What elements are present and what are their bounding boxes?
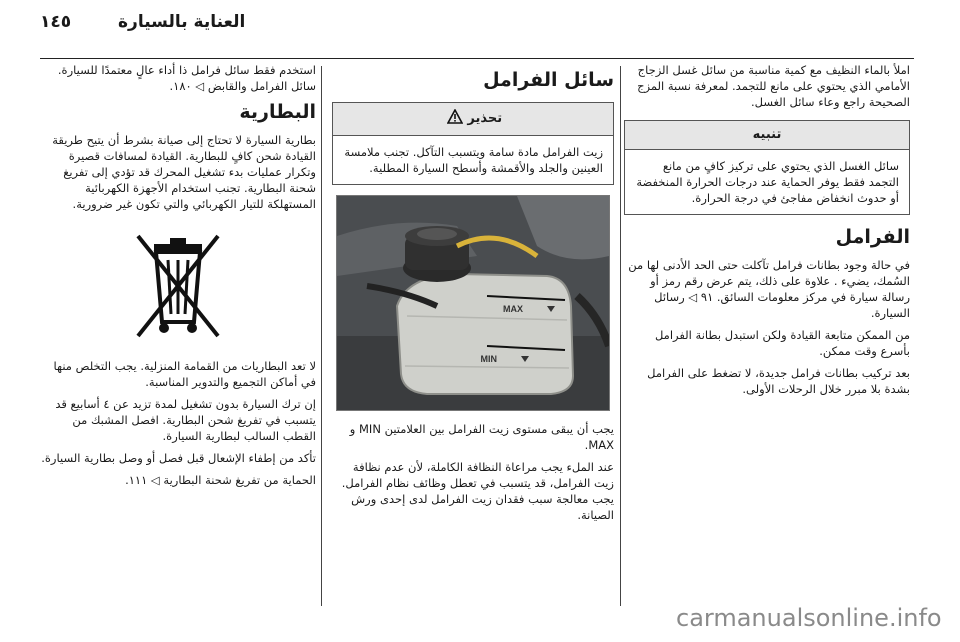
column-divider-right: [620, 66, 621, 606]
battery-heading: البطارية: [239, 101, 316, 123]
site-watermark: carmanualsonline.info: [676, 604, 942, 632]
max-mark-label: MAX: [503, 304, 523, 314]
min-mark-label: MIN: [480, 354, 497, 364]
battery-paragraph-4: تأكد من إطفاء الإشعال قبل فصل أو وصل بطارية السيارة.: [41, 451, 316, 465]
column-divider-left: [321, 66, 322, 606]
column-left: [40, 62, 316, 494]
column-middle: [332, 62, 614, 529]
warning-box: [332, 102, 614, 185]
washer-fluid-paragraph: املأ بالماء النظيف مع كمية مناسبة من سائل غسل الزجاج الأمامي الذي يحتوي على مانع للتجمد. لمعرفة نسبة المزج الصحيحة راجع وعاء سائل الغسل.: [637, 63, 910, 109]
battery-paragraph-2: لا تعد البطاريات من القمامة المنزلية. يجب التخلص منها في أماكن التجميع والتدوير المناسبة.: [53, 359, 316, 389]
fluid-level-paragraph: يجب أن يبقى مستوى زيت الفرامل بين العلامتين MIN و MAX.: [349, 422, 614, 452]
brakes-paragraph-1: في حالة وجود بطانات فرامل تآكلت حتى الحد الأدنى لها من السُمك، يضيء . علاوة على ذلك، يتم عرض رقم رمز أو رسالة سيارة في مركز معلومات السائق. ٩١ ◁ رسائل السيارة.: [628, 258, 910, 320]
brake-fluid-spec-paragraph: استخدم فقط سائل فرامل ذا أداء عالٍ معتمدًا للسيارة. سائل الفرامل والقابض ◁ ١٨٠.: [57, 63, 316, 93]
brake-fluid-heading: سائل الفرامل: [483, 69, 614, 91]
brakes-paragraph-2: من الممكن متابعة القيادة ولكن استبدل بطانة الفرامل بأسرع وقت ممكن.: [654, 328, 910, 358]
battery-paragraph-1: بطارية السيارة لا تحتاج إلى صيانة بشرط أن يتيح طريقة القيادة شحن كافٍ للبطارية. القيادة لمسافات قصيرة وتكرار عمليات بدء تشغيل المحرك قد تؤدي إلى تفريغ شحنة البطارية. تجنب استخدام الأجهزة الكهربائية المستهلكة للتيار الكهربائي والتي تكون غير ضرورية.: [52, 133, 316, 211]
page-header: [0, 0, 960, 60]
notice-body: سائل الغسل الذي يحتوي على تركيز كافٍ من مانع التجمد فقط يوفر الحماية عند درجات الحرارة المنخفضة أو حدوث انخفاض مفاجئ في درجة الحرارة.: [636, 159, 899, 205]
running-title: العناية بالسيارة: [118, 12, 246, 32]
crossed-bin-icon: [118, 230, 238, 340]
brakes-heading: الفرامل: [835, 226, 910, 248]
warning-triangle-icon: [447, 109, 463, 129]
refill-paragraph: عند الملء يجب مراعاة النظافة الكاملة، لأن عدم نظافة زيت الفرامل، قد يتسبب في تعطل وظائف نظام الفرامل. يجب معالجة سبب فقدان زيت الفرامل لدى إحدى ورش الصيانة.: [341, 460, 614, 522]
battery-paragraph-3: إن ترك السيارة بدون تشغيل لمدة تزيد عن ٤ أسابيع قد يتسبب في تفريغ شحن البطارية. افصل المشبك من القطب السالب لبطارية السيارة.: [55, 397, 316, 443]
notice-title: تنبيه: [625, 121, 909, 150]
warning-body: زيت الفرامل مادة سامة ويتسبب التآكل. تجنب ملامسة العينين والجلد والأقمشة وأسطح السيارة المطلية.: [344, 145, 603, 175]
page-number: ١٤٥: [40, 12, 72, 32]
warning-header: [333, 103, 613, 136]
warning-title: تحذير: [467, 111, 503, 126]
header-rule: [40, 58, 914, 59]
notice-box: [624, 120, 910, 215]
battery-paragraph-5: الحماية من تفريغ شحنة البطارية ◁ ١١١.: [125, 473, 316, 487]
column-right: [624, 62, 910, 403]
brakes-paragraph-3: بعد تركيب بطانات فرامل جديدة، لا تضغط على الفرامل بشدة بلا مبرر خلال الرحلات الأولى.: [647, 366, 910, 396]
brake-fluid-reservoir-photo: [336, 195, 610, 411]
